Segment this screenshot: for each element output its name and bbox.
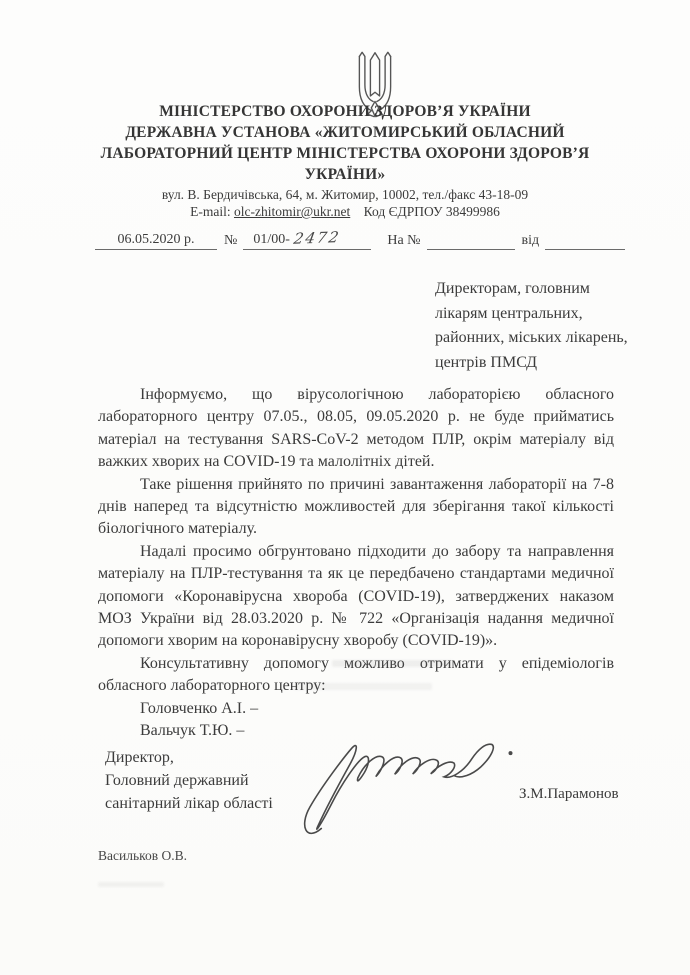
addressee-line: районних, міських лікарень, (435, 329, 628, 346)
on-number-label: На № (387, 233, 421, 248)
email-label: E-mail: (190, 204, 231, 219)
addressee-line: лікарям центральних, (435, 304, 583, 322)
organization-name (45, 101, 645, 185)
number-printed: 01/00- (253, 232, 290, 247)
signatory-title-line: санітарний лікар області (105, 795, 273, 812)
executor-name: Васильков О.В. (98, 848, 187, 863)
email-address: olc-zhitomir@ukr.net (233, 204, 351, 219)
number-handwritten: 2472 (292, 228, 342, 248)
org-line: МІНІСТЕРСТВО ОХОРОНИ ЗДОРОВ’Я УКРАЇНИ (159, 103, 531, 120)
paragraph: Консультативну допомогу можливо отримати у епідеміологів обласного лабораторного центру: (98, 654, 614, 695)
from-label: від (521, 233, 540, 248)
addressee-line: центрів ПМСД (435, 353, 537, 371)
reference-line (95, 229, 635, 250)
org-line: ДЕРЖАВНА УСТАНОВА «ЖИТОМИРСЬКИЙ ОБЛАСНИЙ (125, 124, 565, 141)
paragraph: Надалі просимо обгрунтовано підходити до забору та направлення матеріалу на ПЛР-тестування та як це передбачено стандартами медичної допомоги «Коронавірусна хвороба (COVID-19), затверджених наказом МОЗ України від 28.03.2020 р. № 722 «Організація надання медичної допомоги хворим на коронавірусну хворобу (COVID-19)». (98, 542, 614, 650)
signatory-name: З.М.Парамонов (519, 786, 619, 802)
addressee-line: Директорам, головним (435, 280, 590, 297)
signatory-title-line: Директор, (105, 749, 174, 766)
signatory-title-line: Головний державний (105, 772, 249, 789)
letter-number-field (243, 229, 371, 250)
org-line: ЛАБОРАТОРНИЙ ЦЕНТР МІНІСТЕРСТВА ОХОРОНИ ЗДОРОВ’Я (100, 145, 590, 162)
addressee-block (435, 277, 665, 375)
scan-artifact (332, 660, 452, 667)
number-label: № (224, 233, 238, 248)
email-edrpou-line (45, 203, 645, 220)
handwritten-signature (288, 722, 538, 834)
contact-info (45, 186, 645, 220)
paragraph: Інформуємо, що вірусологічною лабораторією обласного лабораторного центру 07.05., 08.05, 09.05.2020 р. не буде прийматись матеріал на тестування SARS-CoV-2 методом ПЛР, окрім матеріалу від важких хворих на COVID-19 та малолітніх дітей. (98, 386, 614, 471)
contact-person: Вальчук Т.Ю. – (140, 722, 245, 740)
scan-artifact (294, 683, 432, 690)
on-number-blank-field (427, 249, 515, 250)
address-line: вул. В. Бердичівська, 64, м. Житомир, 10002, тел./факс 43-18-09 (161, 187, 529, 202)
org-line: УКРАЇНИ» (304, 166, 386, 183)
edrpou-code: Код ЄДРПОУ 38499986 (363, 204, 500, 219)
from-blank-field (545, 249, 625, 250)
scan-artifact (98, 882, 164, 887)
signatory-title (105, 746, 273, 815)
letter-date-field: 06.05.2020 р. (95, 232, 217, 250)
contact-person: Головченко А.І. – (140, 699, 259, 717)
paragraph: Таке рішення прийнято по причині завантаження лабораторії на 7-8 днів наперед та відсутністю можливостей для зберігання такої кількості біологічного матеріалу. (98, 475, 614, 538)
